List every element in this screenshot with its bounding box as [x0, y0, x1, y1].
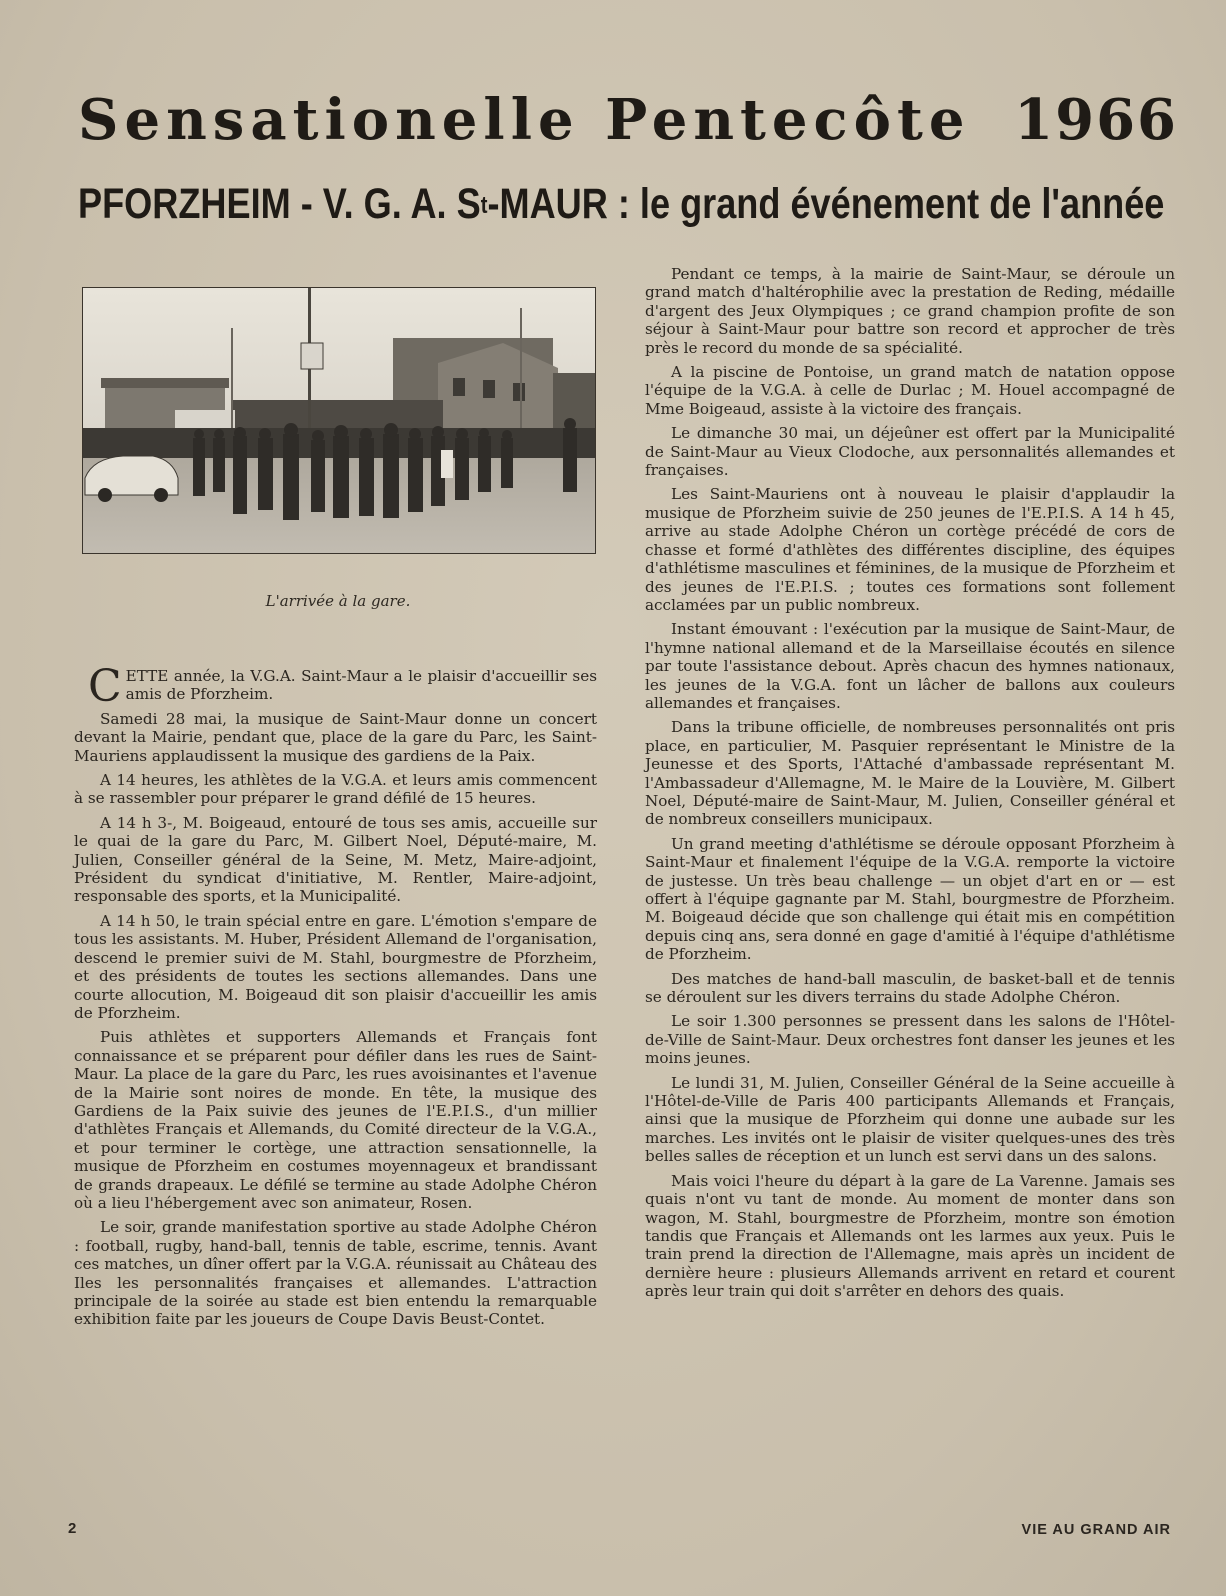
paragraph: Un grand meeting d'athlétisme se déroule opposant Pforzheim à Saint-Maur et finalement l'équipe de la V.G.A. remporte la victoire de justesse. Un très beau challenge — un objet d'art en or — est offert à l'équipe gagnante par M. Stahl, bourgmestre de Pforzheim. M. Boigeaud décide que son challenge qui était mis en compétition depuis cinq ans, sera donné en gage d'amitié à l'équipe d'athlétisme de Pforzheim.	[645, 834, 1175, 964]
page-number: 2	[68, 1520, 77, 1537]
paragraph: Le soir, grande manifestation sportive au stade Adolphe Chéron : football, rugby, hand-ball, tennis de table, escrime, tennis. Avant ces matches, un dîner offert par la V.G.A. réunissait au Château des Iles les personnalités françaises et allemandes. L'attraction principale de la soirée au stade est bien entendu la remarquable exhibition faite par les joueurs de Coupe Davis Beust-Contet.	[74, 1218, 597, 1329]
paragraph: A 14 h 50, le train spécial entre en gare. L'émotion s'empare de tous les assistants. M. Huber, Président Allemand de l'organisation, descend le premier suivi de M. Stahl, bourgmestre de Pforzheim, et des présidents de toutes les sections allemandes. Dans une courte allocution, M. Boigeaud dit son plaisir d'accueillir les amis de Pforzheim.	[74, 911, 597, 1022]
paragraph: A 14 heures, les athlètes de la V.G.A. et leurs amis commencent à se rassembler pour préparer le grand défilé de 15 heures.	[74, 771, 597, 808]
paragraph: Mais voici l'heure du départ à la gare de La Varenne. Jamais ses quais n'ont vu tant de monde. Au moment de monter dans son wagon, M. Stahl, bourgmestre de Pforzheim, montre son émotion tandis que Français et Allemands ont les larmes aux yeux. Puis le train prend la direction de l'Allemagne, mais après un incident de dernière heure : plusieurs Allemands arrivent en retard et courent après leur train qui doit s'arrêter en dehors des quais.	[645, 1171, 1175, 1301]
headline-year: 1966	[1014, 87, 1178, 153]
drop-cap: C	[88, 661, 122, 712]
paragraph: Les Saint-Mauriens ont à nouveau le plaisir d'applaudir la musique de Pforzheim suivie de 250 jeunes de l'E.P.I.S. A 14 h 45, arrive au stade Adolphe Chéron un cortège précédé de cors de chasse et formé d'athlètes des différentes discipline, des équipes d'athlétisme masculines et féminines, de la musique de Pforzheim et des jeunes de l'E.P.I.S. ; toutes ces formations sont follement acclamées par un public nombreux.	[645, 485, 1175, 614]
paragraph: CETTE année, la V.G.A. Saint-Maur a le plaisir d'accueillir ses amis de Pforzheim.	[88, 661, 597, 712]
subhead-sup: t	[480, 192, 488, 219]
paragraph: Le dimanche 30 mai, un déjeûner est offert par la Municipalité de Saint-Maur au Vieux Clodoche, aux personnalités allemandes et françaises.	[645, 424, 1175, 480]
headline	[78, 88, 1178, 152]
article-column-right	[645, 265, 1175, 1307]
photo-illustration	[83, 288, 595, 553]
paragraph: Instant émouvant : l'exécution par la musique de Saint-Maur, de l'hymne national allemand et de la Marseillaise écoutés en silence par toute l'assistance debout. Après chacun des hymnes nationaux, les jeunes de la V.G.A. font un lâcher de ballons aux couleurs allemandes et françaises.	[645, 620, 1175, 712]
paragraph: Dans la tribune officielle, de nombreuses personnalités ont pris place, en particulier, M. Pasquier représentant le Ministre de la Jeunesse et des Sports, l'Attaché d'ambassade représentant M. l'Ambassadeur d'Allemagne, M. le Maire de la Louvière, M. Gilbert Noel, Député-maire de Saint-Maur, M. Julien, Conseiller général et de nombreux conseillers municipaux.	[645, 718, 1175, 829]
paragraph: Samedi 28 mai, la musique de Saint-Maur donne un concert devant la Mairie, pendant que, place de la gare du Parc, les Saint-Mauriens applaudissent la musique des gardiens de la Paix.	[74, 709, 597, 765]
paragraph: Pendant ce temps, à la mairie de Saint-Maur, se déroule un grand match d'haltérophilie avec la prestation de Reding, médaille d'argent des Jeux Olympiques ; ce grand champion profite de son séjour à Saint-Maur pour battre son record et approcher de très près le record du monde de sa spécialité.	[645, 265, 1175, 357]
headline-title: Sensationelle Pentecôte	[78, 87, 971, 153]
station-arrival-photo	[82, 287, 596, 554]
photo-caption: L'arrivée à la gare.	[265, 592, 411, 610]
paragraph: A 14 h 3-, M. Boigeaud, entouré de tous ses amis, accueille sur le quai de la gare du Parc, M. Gilbert Noel, Député-maire, M. Julien, Conseiller général de la Seine, M. Metz, Maire-adjoint, Président du syndicat d'initiative, M. Rentler, Maire-adjoint, responsable des sports, et la Municipalité.	[74, 813, 597, 906]
subhead-part2: -MAUR : le grand événement de l'année	[487, 180, 1165, 228]
paragraph: Des matches de hand-ball masculin, de basket-ball et de tennis se déroulent sur les divers terrains du stade Adolphe Chéron.	[645, 969, 1175, 1007]
paragraph: Puis athlètes et supporters Allemands et Français font connaissance et se préparent pour défiler dans les rues de Saint-Maur. La place de la gare du Parc, les rues avoisinantes et l'avenue de la Mairie sont noires de monde. En tête, la musique des Gardiens de la Paix suivie des jeunes de l'E.P.I.S., d'un millier d'athlètes Français et Allemands, du Comité directeur de la V.G.A., et pour terminer le cortège, une attraction sensationnelle, la musique de Pforzheim en costumes moyennageux et brandissant de grands drapeaux. Le défilé se termine au stade Adolphe Chéron où a lieu l'hébergement avec son animateur, Rosen.	[74, 1028, 597, 1212]
article-column-left	[74, 661, 597, 1335]
paragraph: Le lundi 31, M. Julien, Conseiller Général de la Seine accueille à l'Hôtel-de-Ville de Paris 400 participants Allemands et Français, ainsi que la musique de Pforzheim qui donne une aubade sur les marches. Les invités ont le plaisir de visiter quelques-unes des très belles salles de réception et un lunch est servi dans un des salons.	[645, 1073, 1175, 1166]
subheadline	[78, 178, 1165, 230]
paragraph: A la piscine de Pontoise, un grand match de natation oppose l'équipe de la V.G.A. à celle de Durlac ; M. Houel accompagné de Mme Boigeaud, assiste à la victoire des français.	[645, 363, 1175, 418]
paragraph: Le soir 1.300 personnes se pressent dans les salons de l'Hôtel-de-Ville de Saint-Maur. Deux orchestres font danser les jeunes et les moins jeunes.	[645, 1012, 1175, 1068]
magazine-title: VIE AU GRAND AIR	[1021, 1522, 1171, 1538]
subhead-part1: PFORZHEIM - V. G. A. S	[78, 180, 481, 228]
